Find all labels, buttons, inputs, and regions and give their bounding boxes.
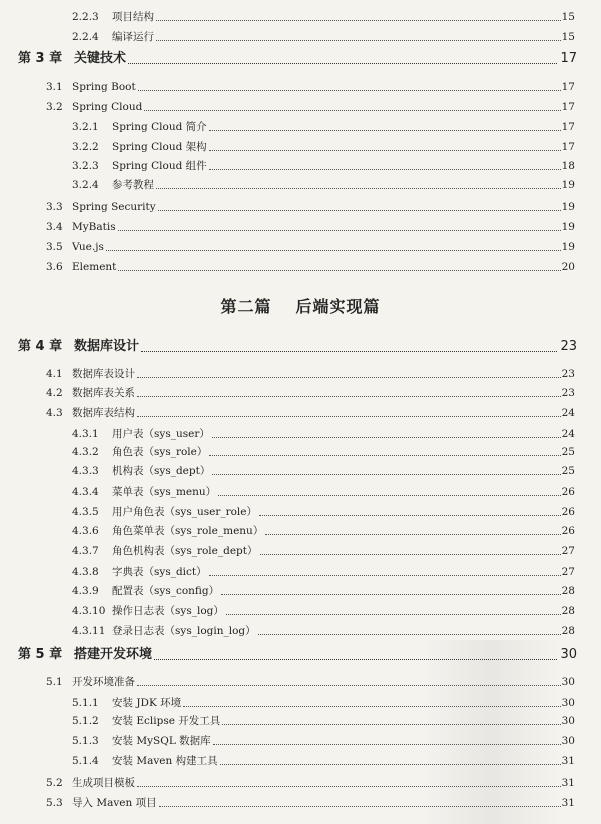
toc-entry-page: 25 <box>561 446 575 458</box>
toc-entry-number: 4.3.11 <box>72 625 106 637</box>
toc-entry-title: 登录日志表（sys_login_log） <box>112 625 256 637</box>
leader-dots <box>156 188 561 189</box>
leader-dots <box>220 764 561 765</box>
leader-dots <box>209 150 561 151</box>
toc-entry-title: 安装 Eclipse 开发工具 <box>112 715 221 727</box>
leader-dots <box>209 455 561 456</box>
toc-entry-page: 19 <box>561 221 575 233</box>
leader-dots <box>212 437 561 438</box>
toc-entry-number: 3.4 <box>46 221 63 233</box>
leader-dots <box>218 495 561 496</box>
toc-entry-page: 19 <box>561 201 575 213</box>
leader-dots <box>258 634 561 635</box>
toc-entry-title: 安装 Maven 构建工具 <box>112 755 218 767</box>
toc-entry-number: 4.3.4 <box>72 486 99 498</box>
toc-entry-title: Spring Boot <box>72 81 136 93</box>
toc-entry-title: 数据库表结构 <box>72 407 135 419</box>
leader-dots <box>137 377 561 378</box>
toc-entry-page: 25 <box>561 465 575 477</box>
page-shadow <box>420 640 560 824</box>
toc-entry-title: Element <box>72 261 117 273</box>
toc-entry-title: Vue.js <box>72 241 104 253</box>
toc-entry-title: 菜单表（sys_menu） <box>112 486 217 498</box>
toc-entry-title: Spring Cloud 架构 <box>112 141 207 153</box>
leader-dots <box>118 270 561 271</box>
toc-entry-number: 4.3.5 <box>72 506 99 518</box>
toc-entry-page: 30 <box>561 676 575 688</box>
toc-entry-title: 角色表（sys_role） <box>112 446 208 458</box>
toc-entry-number: 第 5 章 <box>18 647 63 662</box>
toc-entry-title: 生成项目模板 <box>72 777 135 789</box>
toc-entry-title: 项目结构 <box>112 11 154 23</box>
leader-dots <box>265 534 561 535</box>
toc-entry-number: 4.3.1 <box>72 428 99 440</box>
toc-entry-title: 配置表（sys_config） <box>112 585 220 597</box>
toc-entry-number: 4.3.10 <box>72 605 106 617</box>
toc-entry-page: 30 <box>561 697 575 709</box>
toc-entry-number: 3.2.3 <box>72 160 99 172</box>
toc-entry-page: 26 <box>561 525 575 537</box>
leader-dots <box>138 90 561 91</box>
toc-entry-page: 30 <box>560 647 577 662</box>
toc-entry-number: 3.2 <box>46 101 63 113</box>
toc-entry-page: 23 <box>560 339 577 354</box>
toc-entry-title: Spring Cloud 组件 <box>112 160 207 172</box>
toc-entry-title: 编译运行 <box>112 31 154 43</box>
leader-dots <box>158 210 561 211</box>
toc-entry-page: 17 <box>561 121 575 133</box>
toc-entry-title: 用户表（sys_user） <box>112 428 210 440</box>
leader-dots <box>260 554 561 555</box>
toc-entry-page: 23 <box>561 368 575 380</box>
part-title: 后端实现篇 <box>295 297 381 316</box>
toc-entry-number: 4.3.9 <box>72 585 99 597</box>
toc-entry-number: 3.2.1 <box>72 121 99 133</box>
leader-dots <box>259 515 561 516</box>
toc-entry-page: 31 <box>561 777 575 789</box>
leader-dots <box>137 786 561 787</box>
toc-entry-page: 23 <box>561 387 575 399</box>
toc-entry-page: 30 <box>561 735 575 747</box>
leader-dots <box>144 110 561 111</box>
leader-dots <box>183 706 561 707</box>
part-heading <box>0 294 601 317</box>
toc-entry-page: 18 <box>561 160 575 172</box>
toc-entry-title: 字典表（sys_dict） <box>112 566 207 578</box>
leader-dots <box>141 351 557 352</box>
toc-entry-title: 用户角色表（sys_user_role） <box>112 506 258 518</box>
toc-entry-number: 4.3.8 <box>72 566 99 578</box>
toc-entry-number: 5.1.3 <box>72 735 99 747</box>
toc-entry-title: 机构表（sys_dept） <box>112 465 211 477</box>
toc-entry-page: 30 <box>561 715 575 727</box>
toc-entry-page: 28 <box>561 605 575 617</box>
toc-entry-title: 数据库表设计 <box>72 368 135 380</box>
leader-dots <box>213 744 561 745</box>
toc-entry-number: 4.3.6 <box>72 525 99 537</box>
leader-dots <box>106 250 561 251</box>
leader-dots <box>221 594 561 595</box>
toc-entry-title: 数据库设计 <box>74 339 140 354</box>
leader-dots <box>118 230 561 231</box>
leader-dots <box>156 20 561 21</box>
toc-entry-number: 3.5 <box>46 241 63 253</box>
leader-dots <box>154 659 557 660</box>
toc-entry-number: 4.3.3 <box>72 465 99 477</box>
toc-entry-title: 搭建开发环境 <box>74 647 153 662</box>
leader-dots <box>137 396 561 397</box>
toc-entry-page: 27 <box>561 545 575 557</box>
toc-entry-number: 第 3 章 <box>18 51 63 66</box>
leader-dots <box>156 40 561 41</box>
toc-entry-number: 5.1.4 <box>72 755 99 767</box>
leader-dots <box>209 575 561 576</box>
toc-entry-page: 17 <box>561 101 575 113</box>
toc-entry-number: 2.2.3 <box>72 11 99 23</box>
toc-entry-page: 19 <box>561 179 575 191</box>
toc-entry-title: MyBatis <box>72 221 116 233</box>
toc-entry-page: 17 <box>560 51 577 66</box>
toc-entry-page: 15 <box>561 31 575 43</box>
toc-entry-title: 安装 JDK 环境 <box>112 697 182 709</box>
leader-dots <box>212 474 561 475</box>
toc-entry-title: Spring Cloud 简介 <box>112 121 207 133</box>
toc-entry-number: 第 4 章 <box>18 339 63 354</box>
toc-entry-page: 28 <box>561 625 575 637</box>
leader-dots <box>209 169 561 170</box>
toc-entry-title: 导入 Maven 项目 <box>72 797 157 809</box>
toc-entry-number: 3.2.2 <box>72 141 99 153</box>
toc-entry-title: 角色菜单表（sys_role_menu） <box>112 525 264 537</box>
toc-entry-title: Spring Security <box>72 201 156 213</box>
toc-entry-page: 28 <box>561 585 575 597</box>
toc-entry-number: 3.3 <box>46 201 63 213</box>
toc-entry-page: 26 <box>561 506 575 518</box>
toc-entry-page: 24 <box>561 428 575 440</box>
toc-entry-number: 5.1.1 <box>72 697 99 709</box>
leader-dots <box>137 416 561 417</box>
leader-dots <box>209 130 561 131</box>
toc-entry-page: 24 <box>561 407 575 419</box>
leader-dots <box>137 685 561 686</box>
toc-entry-title: 开发环境准备 <box>72 676 135 688</box>
toc-entry-title: 关键技术 <box>74 51 127 66</box>
part-number: 第二篇 <box>220 297 272 316</box>
toc-entry-page: 20 <box>561 261 575 273</box>
toc-entry-page: 15 <box>561 11 575 23</box>
toc-entry-title: 操作日志表（sys_log） <box>112 605 224 617</box>
toc-entry-number: 4.1 <box>46 368 63 380</box>
toc-entry-number: 2.2.4 <box>72 31 99 43</box>
toc-entry-page: 19 <box>561 241 575 253</box>
leader-dots <box>128 63 557 64</box>
leader-dots <box>222 724 561 725</box>
toc-entry-title: Spring Cloud <box>72 101 143 113</box>
toc-entry-number: 5.2 <box>46 777 63 789</box>
toc-entry-title: 参考教程 <box>112 179 154 191</box>
leader-dots <box>226 614 561 615</box>
toc-entry-page: 27 <box>561 566 575 578</box>
toc-entry-number: 4.3 <box>46 407 63 419</box>
toc-entry-page: 17 <box>561 141 575 153</box>
toc-entry-number: 4.2 <box>46 387 63 399</box>
toc-entry-title: 角色机构表（sys_role_dept） <box>112 545 258 557</box>
toc-entry-number: 5.1 <box>46 676 63 688</box>
toc-entry-number: 5.3 <box>46 797 63 809</box>
toc-entry-number: 4.3.7 <box>72 545 99 557</box>
toc-entry-page: 31 <box>561 755 575 767</box>
toc-entry-page: 17 <box>561 81 575 93</box>
leader-dots <box>159 806 561 807</box>
toc-entry-number: 3.2.4 <box>72 179 99 191</box>
toc-entry-page: 26 <box>561 486 575 498</box>
toc-entry-number: 3.6 <box>46 261 63 273</box>
toc-entry-number: 3.1 <box>46 81 63 93</box>
toc-entry-page: 31 <box>561 797 575 809</box>
toc-entry-title: 数据库表关系 <box>72 387 135 399</box>
toc-entry-number: 5.1.2 <box>72 715 99 727</box>
toc-entry-number: 4.3.2 <box>72 446 99 458</box>
toc-entry-title: 安装 MySQL 数据库 <box>112 735 211 747</box>
